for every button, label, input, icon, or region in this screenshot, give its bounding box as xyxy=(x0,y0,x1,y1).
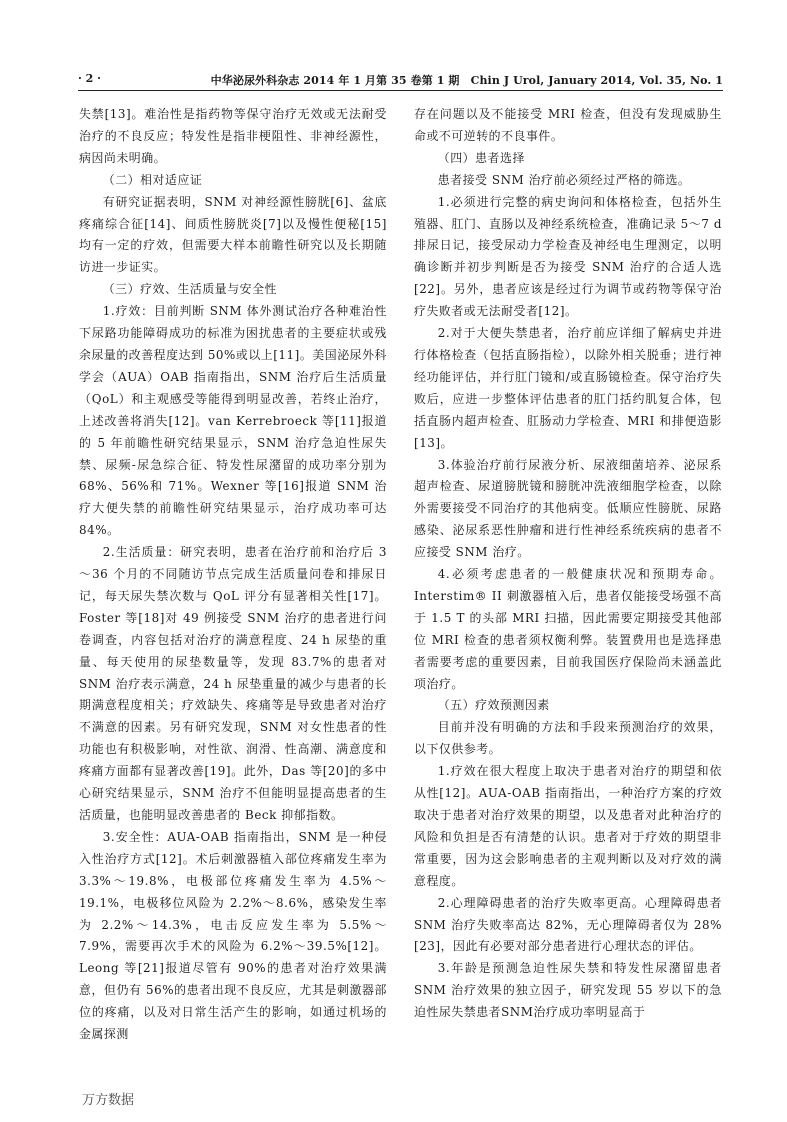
paragraph: 2.心理障碍患者的治疗失败率更高。心理障碍患者 SNM 治疗失败率高达 82%，无心理障碍者仅为 28%[23]，因此有必要对部分患者进行心理状态的评估。 xyxy=(414,895,722,954)
paragraph: 患者接受 SNM 治疗前必须经过严格的筛选。 xyxy=(437,172,691,187)
section-heading: （二）相对适应证 xyxy=(102,172,203,187)
paragraph: 存在问题以及不能接受 MRI 检查，但没有发现威胁生命或不可逆转的不良事件。 xyxy=(414,107,722,143)
paragraph: 2.生活质量：研究表明，患者在治疗前和治疗后 3～36 个月的不同随访节点完成生活质量问卷和排尿日记，每天尿失禁次数与 QoL 评分有显著相关性[17]。Foster 等[18]对 49 例接受 SNM 治疗的患者进行问卷调查，内容包括对治疗的满意程度、24 h 尿垫的重量、每天使用的尿垫数量等，发现 83.7%的患者对 SNM 治疗表示满意，24 h 尿垫重量的减少与患者的长期满意程度相关；疗效缺失、疼痛等是导致患者对治疗不满意的因素。另有研究发现，SNM 对女性患者的性功能也有积极影响，对性欲、润滑、性高潮、满意度和疼痛方面都有显著改善[19]。此外，Das 等[20]的多中心研究结果显示，SNM 治疗不但能明显提高患者的生活质量，也能明显改善患者的 Beck 抑郁指数。 xyxy=(79,545,387,822)
paragraph: 有研究证据表明，SNM 对神经源性膀胱[6]、盆底疼痛综合征[14]、间质性膀胱炎[7]以及慢性便秘[15]均有一定的疗效，但需要大样本前瞻性研究以及长期随访进一步证实。 xyxy=(79,194,387,275)
journal-citation: 中华泌尿外科杂志 2014 年 1 月第 35 卷第 1 期 Chin J Urol, January 2014, Vol. 35, No. 1 xyxy=(210,74,723,87)
paragraph: 3.体验治疗前行尿液分析、尿液细菌培养、泌尿系超声检查、尿道膀胱镜和膀胱冲洗液细胞学检查，以除外需要接受不同治疗的其他病变。低顺应性膀胱、尿路感染、泌尿系恶性肿瘤和进行性神经系统疾病的患者不应接受 SNM 治疗。 xyxy=(414,457,722,560)
section-heading: （四）患者选择 xyxy=(437,150,525,165)
paragraph: 1.必须进行完整的病史询问和体格检查，包括外生殖器、肛门、直肠以及神经系统检查，准确记录 5～7 d 排尿日记，接受尿动力学检查及神经电生理测定，以明确诊断并初步判断是否为接受 SNM 治疗的合适人选[22]。另外，患者应该是经过行为调节或药物等保守治疗失败者或无法耐受者[12]。 xyxy=(414,194,722,319)
paragraph: 目前并没有明确的方法和手段来预测治疗的效果，以下仅供参考。 xyxy=(414,720,722,757)
section-heading: （五）疗效预测因素 xyxy=(437,698,550,713)
paragraph: 4.必须考虑患者的一般健康状况和预期寿命。Interstim® II 刺激器植入后，患者仅能接受场强不高于 1.5 T 的头部 MRI 扫描，因此需要定期接受其他部位 MRI 检查的患者须权衡利弊。装置费用也是选择患者需要考虑的重要因素，目前我国医疗保险尚未涵盖此项治疗。 xyxy=(414,567,722,691)
paragraph: 3.安全性：AUA-OAB 指南指出，SNM 是一种侵入性治疗方式[12]。术后刺激器植入部位疼痛发生率为 3.3%～19.8%，电极部位疼痛发生率为 4.5%～19.1%，电极移位风险为 2.2%～8.6%，感染发生率为 2.2%～14.3%，电击反应发生率为 5.5%～7.9%，需要再次手术的风险为 6.2%～39.5%[12]。Leong 等[21]报道尽管有 90%的患者对治疗效果满意，但仍有 56%的患者出现不良反应，尤其是刺激器部位的疼痛，以及对日常生活产生的影响，如通过机场的金属探测 xyxy=(79,829,387,1042)
paragraph: 1.疗效在很大程度上取决于患者对治疗的期望和依从性[12]。AUA-OAB 指南指出，一种治疗方案的疗效取决于患者对治疗效果的期望，以及患者对此种治疗的风险和负担是否有清楚的认识。患者对于疗效的期望非常重要，因为这会影响患者的主观判断以及对疗效的满意程度。 xyxy=(414,764,722,888)
paragraph: 失禁[13]。难治性是指药物等保守治疗无效或无法耐受治疗的不良反应；特发性是指非梗阻性、非神经源性，病因尚未明确。 xyxy=(79,107,387,165)
watermark: 万方数据 xyxy=(82,1093,135,1108)
right-column xyxy=(414,104,722,1024)
section-heading: （三）疗效、生活质量与安全性 xyxy=(102,282,277,297)
paragraph: 2.对于大便失禁患者，治疗前应详细了解病史并进行体格检查（包括直肠指检），以除外相关脱垂；进行神经功能评估，并行肛门镜和/或直肠镜检查。保守治疗失败后，应进一步整体评估患者的肛门括约肌复合体，包括直肠内超声检查、肛肠动力学检查、MRI 和排便造影[13]。 xyxy=(414,326,722,450)
paragraph: 3.年龄是预测急迫性尿失禁和特发性尿潴留患者 SNM 治疗效果的独立因子，研究发现 55 岁以下的急迫性尿失禁患者SNM治疗成功率明显高于 xyxy=(414,961,722,1020)
paragraph: 1.疗效：目前判断 SNM 体外测试治疗各种难治性下尿路功能障碍成功的标准为困扰患者的主要症状或残余尿量的改善程度达到 50%或以上[11]。美国泌尿外科学会（AUA）OAB 指南指出，SNM 治疗后生活质量（QoL）和主观感受等能得到明显改善，若终止治疗，上述改善将消失[12]。van Kerrebroeck 等[11]报道的 5 年前瞻性研究结果显示，SNM 治疗急迫性尿失禁、尿频-尿急综合征、特发性尿潴留的成功率分别为 68%、56%和 71%。Wexner 等[16]报道 SNM 治疗大便失禁的前瞻性研究结果显示，治疗成功率可达 84%。 xyxy=(79,304,387,538)
running-header xyxy=(78,70,723,91)
left-column xyxy=(79,104,387,1046)
page-number: · 2 · xyxy=(78,72,101,85)
